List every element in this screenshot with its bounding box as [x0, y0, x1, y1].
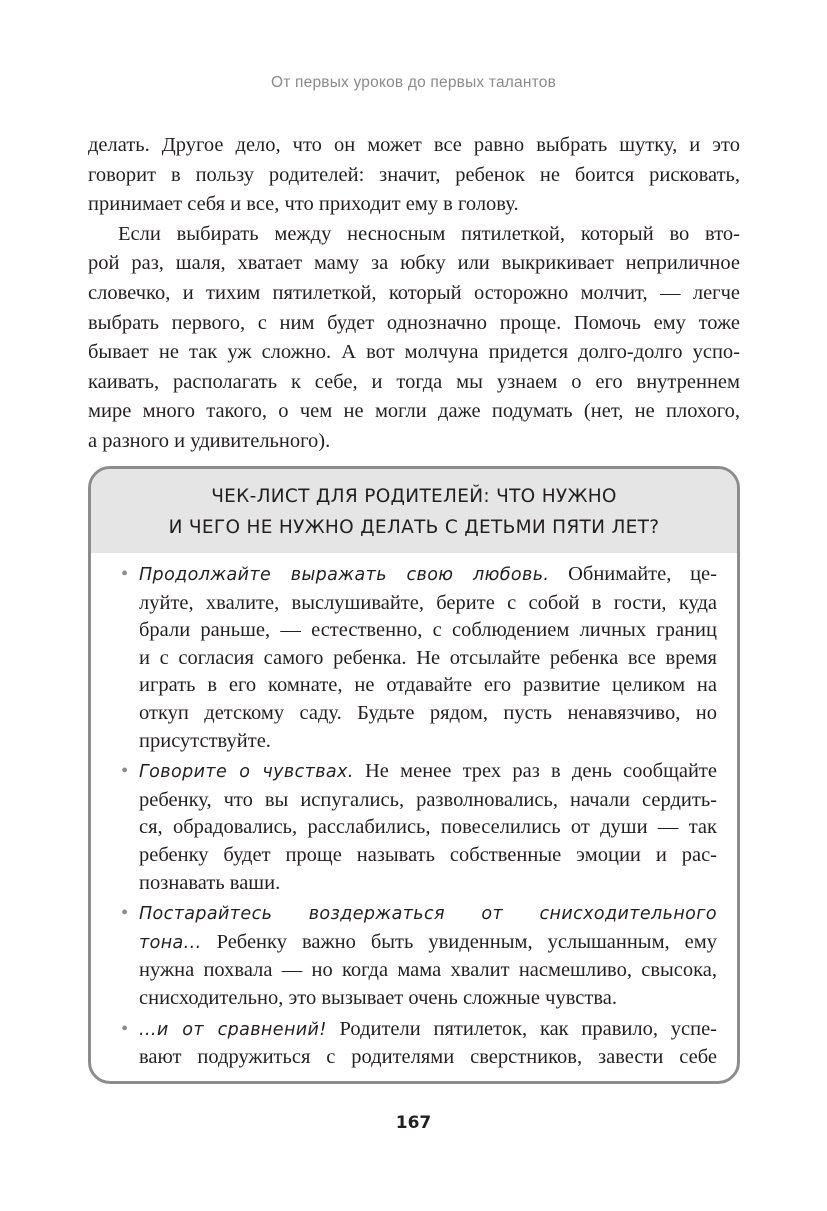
text-line: принимает себя и все, что приходит ему в голову. [88, 193, 519, 216]
running-header: От первых уроков до первых талантов [270, 74, 557, 91]
bullet-icon: • [121, 902, 129, 925]
text-line: говорит в пользу родителей: значит, ребенок не боится рисковать, [88, 163, 740, 186]
text-line: Если выбирать между несносным пятилеткой, который во вто- [118, 222, 740, 245]
checklist-title-line: ЧЕК-ЛИСТ ДЛЯ РОДИТЕЛЕЙ: ЧТО НУЖНО [211, 486, 617, 507]
text-line: словечко, и тихим пятилеткой, который осторожно молчит, — легче [88, 281, 740, 304]
text-line: нужна похвала — но когда мама хвалит насмешливо, свысока, [139, 959, 717, 982]
item-lead: Постарайтесь воздержаться от снисходительного [139, 904, 717, 925]
text-line: луйте, хвалите, выслушивайте, берите с собой в гости, куда [139, 591, 717, 614]
text-line: рой раз, шаля, хватает маму за юбку или выкрикивает неприличное [88, 252, 740, 275]
bullet-icon: • [121, 563, 129, 585]
text-line: каивать, располагать к себе, и тогда мы узнаем о его внутреннем [88, 370, 740, 393]
item-text: Родители пятилеток, как правило, успе- [326, 1017, 717, 1040]
item-lead: Говорите о чувствах. [139, 762, 354, 783]
text-line: познавать ваши. [139, 871, 281, 894]
item-lead: тона... [139, 932, 202, 953]
checklist-item [121, 1016, 717, 1072]
item-lead: ...и от сравнений! [139, 1019, 327, 1040]
text-line: ся, обрадовались, расслабились, повеселились от души — так [139, 816, 717, 839]
checklist-box [88, 466, 740, 1084]
text-line: брали раньше, — естественно, с соблюдением личных границ [139, 619, 717, 642]
bullet-icon: • [121, 760, 129, 783]
checklist-items [121, 561, 717, 1075]
text-line: вают подружиться с родителями сверстников, завести себе [139, 1046, 717, 1069]
bullet-icon: • [121, 1017, 129, 1040]
text-line: а разного и удивительного). [88, 429, 331, 452]
checklist-item [121, 900, 717, 1012]
text-line: делать. Другое дело, что он может все равно выбрать шутку, и это [88, 134, 740, 156]
text-line: и с согласия самого ребенка. Не отсылайте ребенка все время [139, 646, 717, 669]
text-line: мире много такого, о чем не могли даже подумать (нет, не плохого, [88, 400, 740, 423]
page-number: 167 [395, 1113, 432, 1133]
checklist-item [121, 561, 717, 755]
item-lead: Продолжайте выражать свою любовь. [139, 565, 550, 585]
checklist-item [121, 758, 717, 897]
checklist-title-line: И ЧЕГО НЕ НУЖНО ДЕЛАТЬ С ДЕТЬМИ ПЯТИ ЛЕТ? [168, 517, 660, 538]
item-text: Обнимайте, це- [549, 563, 717, 585]
text-line: бывает не так уж сложно. А вот молчуна придется долго-долго успо- [88, 341, 740, 364]
text-line: снисходительно, это вызывает очень сложные чувства. [139, 986, 617, 1009]
text-line: ребенку будет проще называть собственные эмоции и рас- [139, 843, 717, 866]
checklist-title [91, 469, 737, 553]
text-line: ребенку, что вы испугались, разволновались, начали сердить- [139, 788, 717, 811]
text-line: играть в его комнате, не отдавайте его развитие целиком на [139, 674, 717, 697]
text-line: выбрать первого, с ним будет однозначно проще. Помочь ему тоже [88, 311, 740, 334]
text-line: откуп детскому саду. Будьте рядом, пусть ненавязчиво, но [139, 701, 717, 724]
item-text: Ребенку важно быть увиденным, услышанным, ему [201, 930, 717, 953]
item-text: Не менее трех раз в день сообщайте [353, 760, 717, 783]
text-line: присутствуйте. [139, 729, 271, 752]
body-text [88, 131, 740, 457]
